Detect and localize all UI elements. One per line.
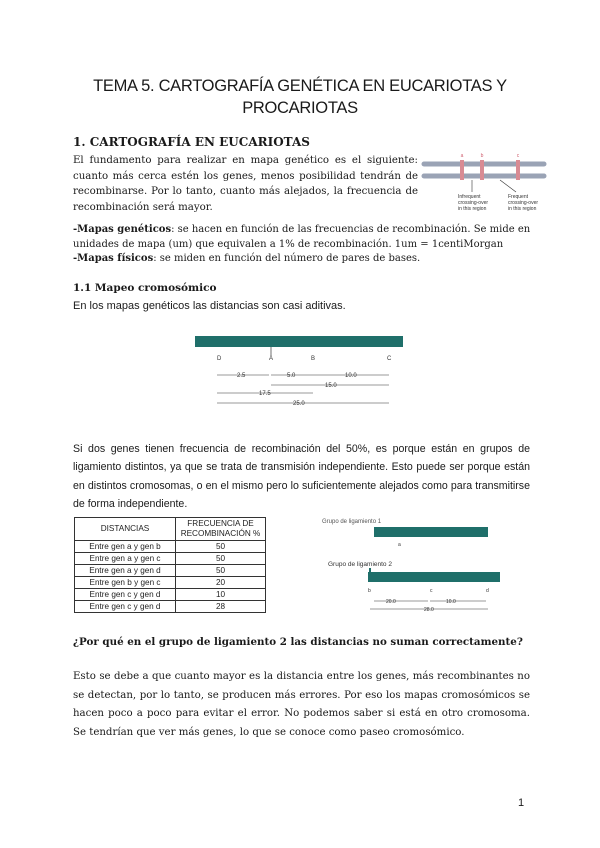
additive-distances-text: En los mapas genéticos las distancias son casi aditivas. [73, 300, 346, 312]
page-title [60, 75, 540, 119]
right-caption-3: in this region [508, 206, 537, 212]
question-heading: ¿Por qué en el grupo de ligamiento 2 las distancias no suman correctamente? [73, 636, 523, 648]
group1-bar [374, 527, 488, 537]
physical-maps-text: : se miden en función del número de pares de bases. [153, 253, 421, 264]
group1-gene-a: a [398, 542, 401, 548]
gene-d-label: D [217, 356, 222, 362]
group2-gene-d: d [486, 588, 489, 594]
genetic-maps-label: -Mapas genéticos [73, 224, 172, 235]
genetic-maps-text: : se hacen en función de las frecuencias de recombinación. Se mide en unidades de mapa (um) que equivalen a 1% de recombinación. 1um = 1centiMorgan [73, 224, 531, 250]
chromosome-figure [420, 150, 552, 216]
distance-ab-label: 5.0 [287, 373, 296, 379]
group1-label: Grupo de ligamiento 1 [322, 519, 382, 525]
table-row [75, 601, 266, 613]
table-header-row [75, 518, 266, 541]
answer-paragraph: Esto se debe a que cuanto mayor es la distancia entre los genes, más recombinantes no se detectan, por lo tanto, se producen más errores. Por eso los mapas cromosómicos se hacen poco a poco para evitar el error. No podemos saber si está en otro cromosoma. Se tendrían que ver más genes, lo que se conoce como paseo cromosómico. [73, 671, 530, 738]
table-cell-freq: 20 [176, 577, 266, 589]
table-cell-pair: Entre gen c y gen d [75, 601, 176, 613]
right-pointer [500, 180, 516, 192]
genetic-map-figure [195, 332, 407, 406]
gene-b-label: B [311, 356, 316, 362]
distance-bc-label: 10.0 [345, 373, 357, 379]
table-cell-freq: 50 [176, 565, 266, 577]
group2-gene-c: c [430, 588, 433, 594]
chromosome-bar [195, 336, 403, 347]
linkage-groups-figure [318, 514, 502, 612]
table-row [75, 565, 266, 577]
band-marker-b [480, 160, 484, 180]
genetic-maps-definition [73, 223, 533, 252]
intro-paragraph: El fundamento para realizar en mapa genético es el siguiente: cuanto más cerca estén los genes, menos posibilidad tendrán de recombinarse. Por lo tanto, cuanto más alejados, la frecuencia de recombinación será mayor. [73, 155, 418, 213]
title-line-1: TEMA 5. CARTOGRAFÍA GENÉTICA EN EUCARIOTAS Y [93, 77, 507, 95]
table-cell-freq: 50 [176, 553, 266, 565]
table-row [75, 541, 266, 553]
table-cell-pair: Entre gen a y gen d [75, 565, 176, 577]
left-caption-3: in this region [458, 206, 487, 212]
marker-a-label: a [460, 153, 464, 159]
dist-bd-label: 28.0 [424, 607, 434, 612]
section-heading-1-1: 1.1 Mapeo cromosómico [73, 282, 217, 294]
table-cell-freq: 28 [176, 601, 266, 613]
table-cell-freq: 10 [176, 589, 266, 601]
table-cell-pair: Entre gen a y gen c [75, 553, 176, 565]
table-cell-pair: Entre gen b y gen c [75, 577, 176, 589]
map-definitions [73, 223, 533, 267]
right-caption-1: Frequent [508, 194, 529, 200]
independent-transmission-paragraph: Si dos genes tienen frecuencia de recombinación del 50%, es porque están en grupos de ligamiento distintos, ya que se trata de transmisión independiente. Esto puede ser porque están en distintos cromosomas, o en el mismo pero lo suficientemente alejados como para transmitirse de forma independiente. [73, 443, 530, 510]
group2-gene-b: b [368, 588, 371, 594]
marker-b-label: b [480, 153, 484, 159]
left-caption-1: Infrequent [458, 194, 481, 200]
distance-da-label: 2.5 [237, 373, 246, 379]
group2-label: Grupo de ligamiento 2 [328, 561, 392, 568]
distance-ac-label: 15.0 [325, 383, 337, 389]
dist-bc-label: 20.0 [386, 599, 396, 605]
table-row [75, 589, 266, 601]
table-row [75, 553, 266, 565]
left-caption-2: crossing-over [458, 200, 489, 206]
header-frequency-line-1: FRECUENCIA DE [187, 519, 254, 528]
section-heading-1: 1. CARTOGRAFÍA EN EUCARIOTAS [73, 135, 310, 149]
table-cell-pair: Entre gen c y gen d [75, 589, 176, 601]
table-cell-pair: Entre gen a y gen b [75, 541, 176, 553]
title-line-2: PROCARIOTAS [242, 99, 358, 117]
distance-db-label: 17.5 [259, 391, 271, 397]
recombination-table [74, 517, 266, 613]
gene-c-label: C [387, 356, 392, 362]
dist-cd-label: 10.0 [446, 599, 456, 605]
gene-a-label: A [269, 356, 274, 362]
table-header-frequency [176, 518, 266, 541]
distance-dc-label: 25.0 [293, 401, 305, 406]
table-cell-freq: 50 [176, 541, 266, 553]
page-number: 1 [518, 797, 525, 809]
marker-c-label: c [516, 153, 520, 159]
header-frequency-line-2: RECOMBINACIÓN % [180, 529, 261, 538]
table-header-distances: DISTANCIAS [75, 518, 176, 541]
band-marker-a [460, 160, 464, 180]
right-caption-2: crossing-over [508, 200, 539, 206]
physical-maps-label: -Mapas físicos [73, 253, 154, 264]
table-row [75, 577, 266, 589]
group2-bar [368, 572, 500, 582]
band-marker-c [516, 160, 520, 180]
physical-maps-definition [73, 252, 533, 267]
